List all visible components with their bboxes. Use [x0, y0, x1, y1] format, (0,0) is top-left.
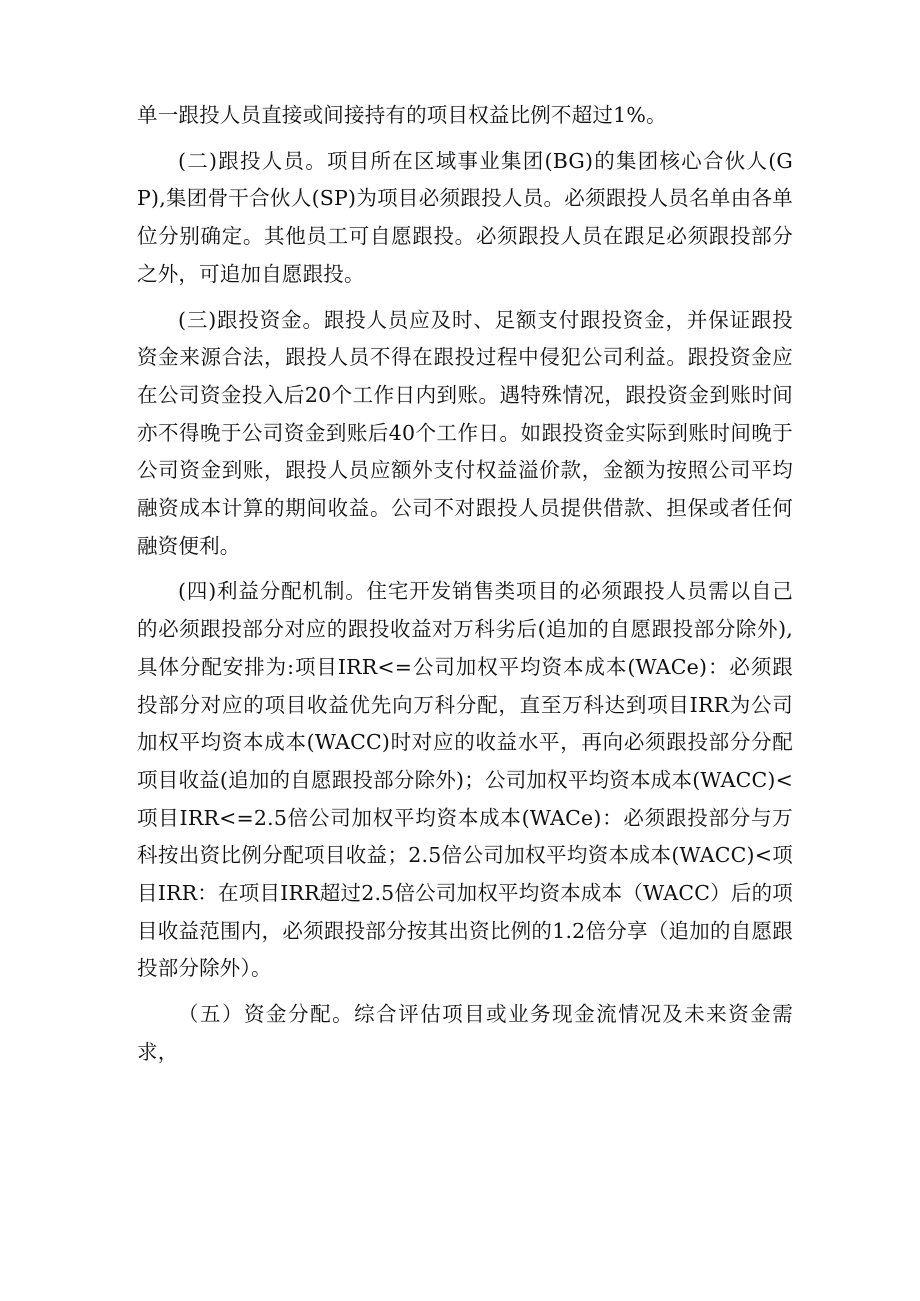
paragraph-p1: (二)跟投人员。项目所在区域事业集团(BG)的集团核心合伙人(GP),集团骨干合伙人(SP)为项目必须跟投人员。必须跟投人员名单由各单位分别确定。其他员工可自愿跟投。必须跟投人员在跟足必须跟投部分之外，可追加自愿跟投。 — [137, 148, 793, 286]
paragraph-p3: (四)利益分配机制。住宅开发销售类项目的必须跟投人员需以自己的必须跟投部分对应的跟投收益对万科劣后(追加的自愿跟投部分除外),具体分配安排为:项目IRR<=公司加权平均资本成本(WACe)：必须跟投部分对应的项目收益优先向万科分配，直至万科达到项目IRR为公司加权平均资本成本(WACC)时对应的收益水平，再向必须跟投部分分配项目收益(追加的自愿跟投部分除外)；公司加权平均资本成本(WACC)<项目IRR<=2.5倍公司加权平均资本成本(WACe)：必须跟投部分与万科按出资比例分配项目收益；2.5倍公司加权平均资本成本(WACC)<项目IRR：在项目IRR超过2.5倍公司加权平均资本成本（WACC）后的项目收益范围内，必须跟投部分按其出资比例的1.2倍分享（追加的自愿跟投部分除外）。 — [137, 579, 793, 981]
paragraph-p2: (三)跟投资金。跟投人员应及时、足额支付跟投资金，并保证跟投资金来源合法，跟投人员不得在跟投过程中侵犯公司利益。跟投资金应在公司资金投入后20个工作日内到账。遇特殊情况，跟投资金到账时间亦不得晚于公司资金到账后40个工作日。如跟投资金实际到账时间晚于公司资金到账，跟投人员应额外支付权益溢价款，金额为按照公司平均融资成本计算的期间收益。公司不对跟投人员提供借款、担保或者任何融资便利。 — [137, 307, 793, 558]
paragraph-p4: （五）资金分配。综合评估项目或业务现金流情况及未来资金需求， — [137, 1002, 793, 1064]
paragraph-p0: 单一跟投人员直接或间接持有的项目权益比例不超过1%。 — [137, 103, 667, 127]
document-body — [137, 97, 793, 1072]
